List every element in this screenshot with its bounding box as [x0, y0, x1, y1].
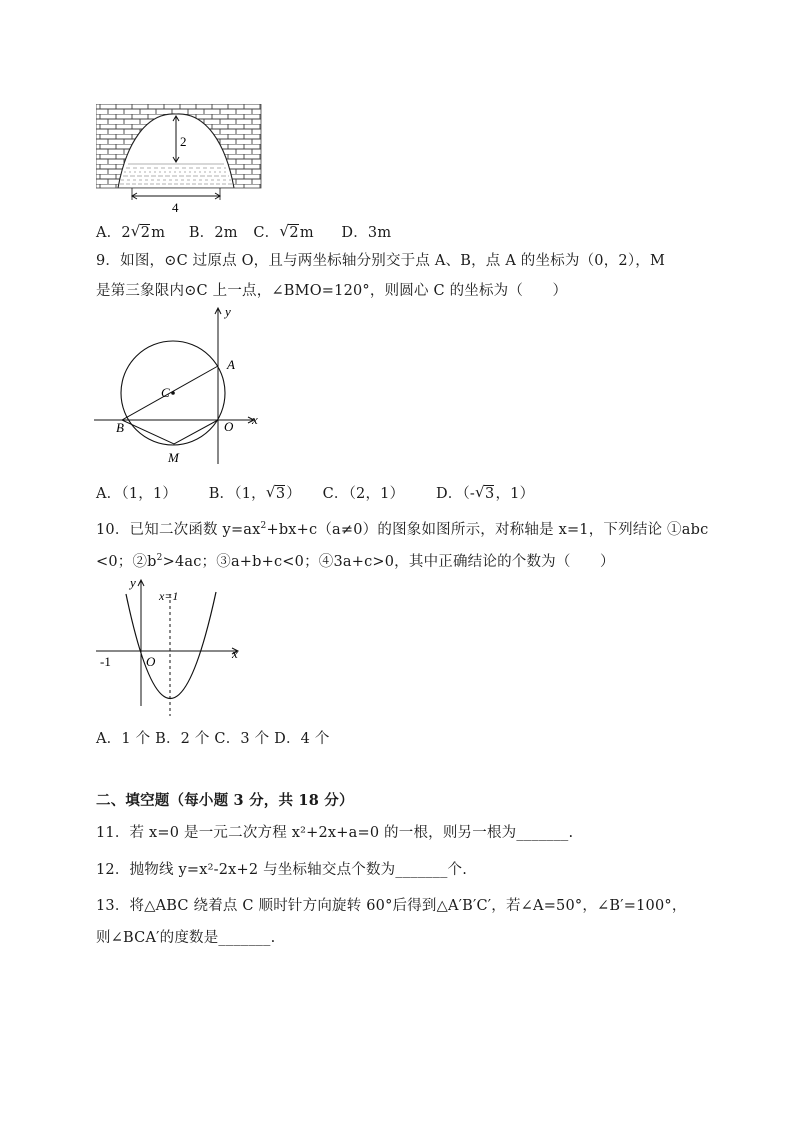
- q9-line-ba: [122, 366, 218, 420]
- q9-center-dot: [171, 391, 175, 395]
- q9-label-b: B: [116, 420, 124, 435]
- q9-label-y: y: [225, 304, 231, 319]
- q8-option-d: D．3m: [341, 225, 392, 241]
- q13-line1: 13．将△ABC 绕着点 C 顺时针方向旋转 60°后得到△A′B′C′，若∠A=50°，∠B′=100°，: [96, 898, 687, 914]
- q9-options: [96, 482, 534, 503]
- q10-options: A．1 个 B．2 个 C．3 个 D．4 个: [96, 731, 330, 747]
- q9-label-a: A: [227, 357, 235, 372]
- q9-option-c: C．（2，1）: [322, 486, 405, 502]
- q10-label-y: y: [130, 575, 136, 590]
- q8-option-b: B．2m: [188, 225, 238, 241]
- q10-stem-line2: <0；$②b^2>4ac$；③a+b+c<0；④3a+c>0，其中正确结论的个数为（ ）: [96, 553, 615, 570]
- q9-circle-figure: [90, 304, 270, 470]
- q11-text: 11．若 x=0 是一元二次方程 x²+2x+a=0 的一根，则另一根为_______.: [96, 825, 574, 841]
- q9-option-d: D．（- √ 3，1）: [435, 483, 535, 502]
- q8-option-a: A．2 √ 2m: [96, 222, 166, 241]
- q10-label-axis: x=1: [159, 589, 179, 603]
- q10-parabola: [126, 592, 216, 699]
- q10-label-x: x: [232, 646, 238, 661]
- q9-label-x: x: [252, 412, 258, 427]
- q9-label-m: M: [168, 450, 179, 465]
- q8-arch-figure: [96, 104, 264, 214]
- q10-label-o: O: [146, 654, 156, 669]
- q9-label-o: O: [224, 419, 234, 434]
- q9-option-b: B．（1， √ 3）: [208, 483, 301, 502]
- q10-stem-line1: 10．已知二次函数 $y=ax^2+bx+c(a\ne 0)$的图象如图所示，对称轴是 x=1，下列结论 ①abc: [96, 521, 709, 538]
- q10-parabola-figure: [92, 574, 252, 720]
- q9-option-a: A．（1，1）: [96, 486, 178, 502]
- q8-options: [96, 221, 391, 242]
- q9-label-c: C: [161, 385, 170, 400]
- q9-stem-line2: 是第三象限内⊙C 上一点，∠BMO=120°，则圆心 C 的坐标为（ ）: [96, 283, 568, 299]
- q13-line2: 则∠BCA′的度数是_______.: [96, 930, 276, 946]
- width-label: 4: [172, 200, 179, 214]
- q9-triangle-bmo: [122, 420, 218, 444]
- height-label: 2: [180, 134, 187, 149]
- q12-text: 12．抛物线 y=x²-2x+2 与坐标轴交点个数为_______个.: [96, 862, 468, 878]
- q10-label-neg1: -1: [100, 654, 111, 669]
- q8-option-c: C． √ 2m: [253, 222, 314, 241]
- q9-stem-line1: 9．如图，⊙C 过原点 O，且与两坐标轴分别交于点 A、B，点 A 的坐标为（0，2），M: [96, 253, 666, 269]
- section2-heading: 二、填空题（每小题 3 分，共 18 分）: [96, 792, 354, 809]
